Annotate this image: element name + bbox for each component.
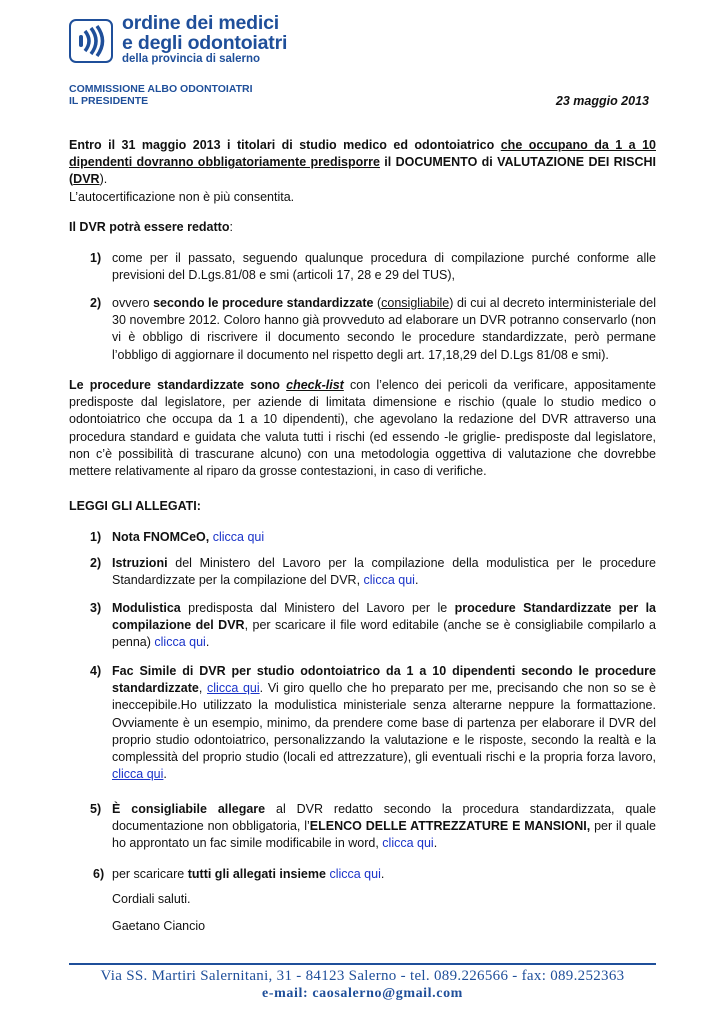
org-name-line2: e degli odontoiatri — [122, 32, 288, 54]
footer-address: Via SS. Martiri Salernitani, 31 - 84123 Salerno - tel. 089.226566 - fax: 089.252363 — [100, 968, 625, 984]
footer-email[interactable]: e-mail: caosalerno@gmail.com — [262, 986, 463, 1001]
download-link[interactable]: clicca qui — [363, 573, 415, 588]
download-link[interactable]: clicca qui — [212, 530, 265, 544]
attachment-number: 5) — [90, 802, 102, 816]
download-link[interactable]: clicca qui — [112, 767, 164, 782]
download-link[interactable]: clicca qui — [382, 836, 434, 851]
attachment-number: 3) — [90, 601, 102, 615]
attachment-item: Modulistica predisposta dal Ministero del Lavoro per le procedure Standardizzate per la compilazione del DVR, per scaricare il file word editabile (anche se è consigliabile compilarlo a penna) clicca qui. — [112, 601, 656, 650]
intro-paragraph: Entro il 31 maggio 2013 i titolari di studio medico ed odontoiatrico che occupano da 1 a 10 dipendenti dovranno obbligatoriamente predisporre il DOCUMENTO di VALUTAZIONE DEI RISCHI (DVR). — [69, 138, 656, 187]
download-link[interactable]: clicca qui — [207, 681, 260, 696]
attachments-heading: LEGGI GLI ALLEGATI: — [69, 499, 201, 513]
commission-label: COMMISSIONE ALBO ODONTOIATRI — [69, 83, 253, 95]
dvr-options-heading: Il DVR potrà essere redatto: — [69, 220, 233, 234]
attachment-item: per scaricare tutti gli allegati insieme clicca qui. — [112, 867, 385, 881]
attachment-number: 6) — [93, 867, 105, 881]
footer-divider — [69, 963, 656, 965]
self-cert-paragraph: L’autocertificazione non è più consentita. — [69, 190, 295, 204]
org-name-line1: ordine dei medici — [122, 12, 279, 34]
logo-mark — [69, 19, 113, 63]
option-number: 1) — [90, 251, 102, 265]
document-date: 23 maggio 2013 — [555, 94, 649, 108]
attachment-number: 2) — [90, 556, 102, 570]
attachment-item: Istruzioni del Ministero del Lavoro per la compilazione della modulistica per le procedure Standardizzate per la compilazione del DVR, clicca qui. — [112, 556, 656, 588]
option-item: come per il passato, seguendo qualunque procedura di compilazione purché conforme alle previsioni del D.Lgs.81/08 e smi (articoli 17, 28 e 29 del TUS), — [112, 251, 656, 283]
attachment-item: Fac Simile di DVR per studio odontoiatrico da 1 a 10 dipendenti secondo le procedure standardizzate, clicca qui. Vi giro quello che ho preparato per me, precisando che non so se è ineccepibile.Ho utilizzato la modulistica ministeriale senza alterarne neppure la formattazione. Ovviamente è un esempio, minimo, da prendere come base di partenza per elaborare il DVR del proprio studio odontoiatrico, personalizzando la valutazione e le risposte, secondo la realtà e la complessità del proprio studio (locali ed attrezzature), gli eventuali rischi e la propria forza lavoro, clicca qui. — [112, 664, 656, 782]
role-label: IL PRESIDENTE — [69, 95, 149, 107]
attachment-item: È consigliabile allegare al DVR redatto secondo la procedura standardizzata, quale documentazione non obbligatoria, l’ELENCO DELLE ATTREZZATURE E MANSIONI, per il quale ho approntato un fac simile modificabile in word, clicca qui. — [112, 802, 656, 851]
logo-icon — [71, 21, 111, 61]
attachment-item: Nota FNOMCeO, clicca qui — [112, 530, 265, 544]
procedure-paragraph: Le procedure standardizzate sono check-list con l’elenco dei pericoli da verificare, appositamente predisposte dal legislatore, per aziende di limitata dimensione e rischio (quale lo studio medico o odontoiatrico che occupa da 1 a 10 dipendenti), che agevolano la redazione del DVR attraverso una procedura standard e guidata che valuta tutti i rischi (ed essendo -le griglie- predisposte dal legislatore, non c’è possibilità di trascurane alcuno) con una metodologia oggettiva di valutazione che dovrebbe mettere relativamente al riparo da grosse contestazioni, in caso di verifiche. — [69, 378, 656, 479]
option-item: ovvero secondo le procedure standardizzate (consigliabile) di cui al decreto interministeriale del 30 novembre 2012. Coloro hanno già provveduto ad elaborare un DVR potranno conservarlo (non vi è obbligo di riscrivere il documento secondo le procedure standardizzate, però permane l’obbligo di aggiornare il documento nel rispetto degli art. 17,18,29 del D.Lgs 81/08 e smi). — [112, 296, 656, 362]
org-name-line3: della provincia di salerno — [122, 53, 261, 65]
attachment-number: 1) — [90, 530, 102, 544]
closing-greeting: Cordiali saluti. — [112, 892, 191, 906]
download-link[interactable]: clicca qui — [329, 867, 381, 881]
signature-name: Gaetano Ciancio — [112, 919, 206, 933]
option-number: 2) — [90, 296, 102, 310]
download-link[interactable]: clicca qui — [154, 635, 206, 650]
attachment-number: 4) — [90, 664, 102, 678]
